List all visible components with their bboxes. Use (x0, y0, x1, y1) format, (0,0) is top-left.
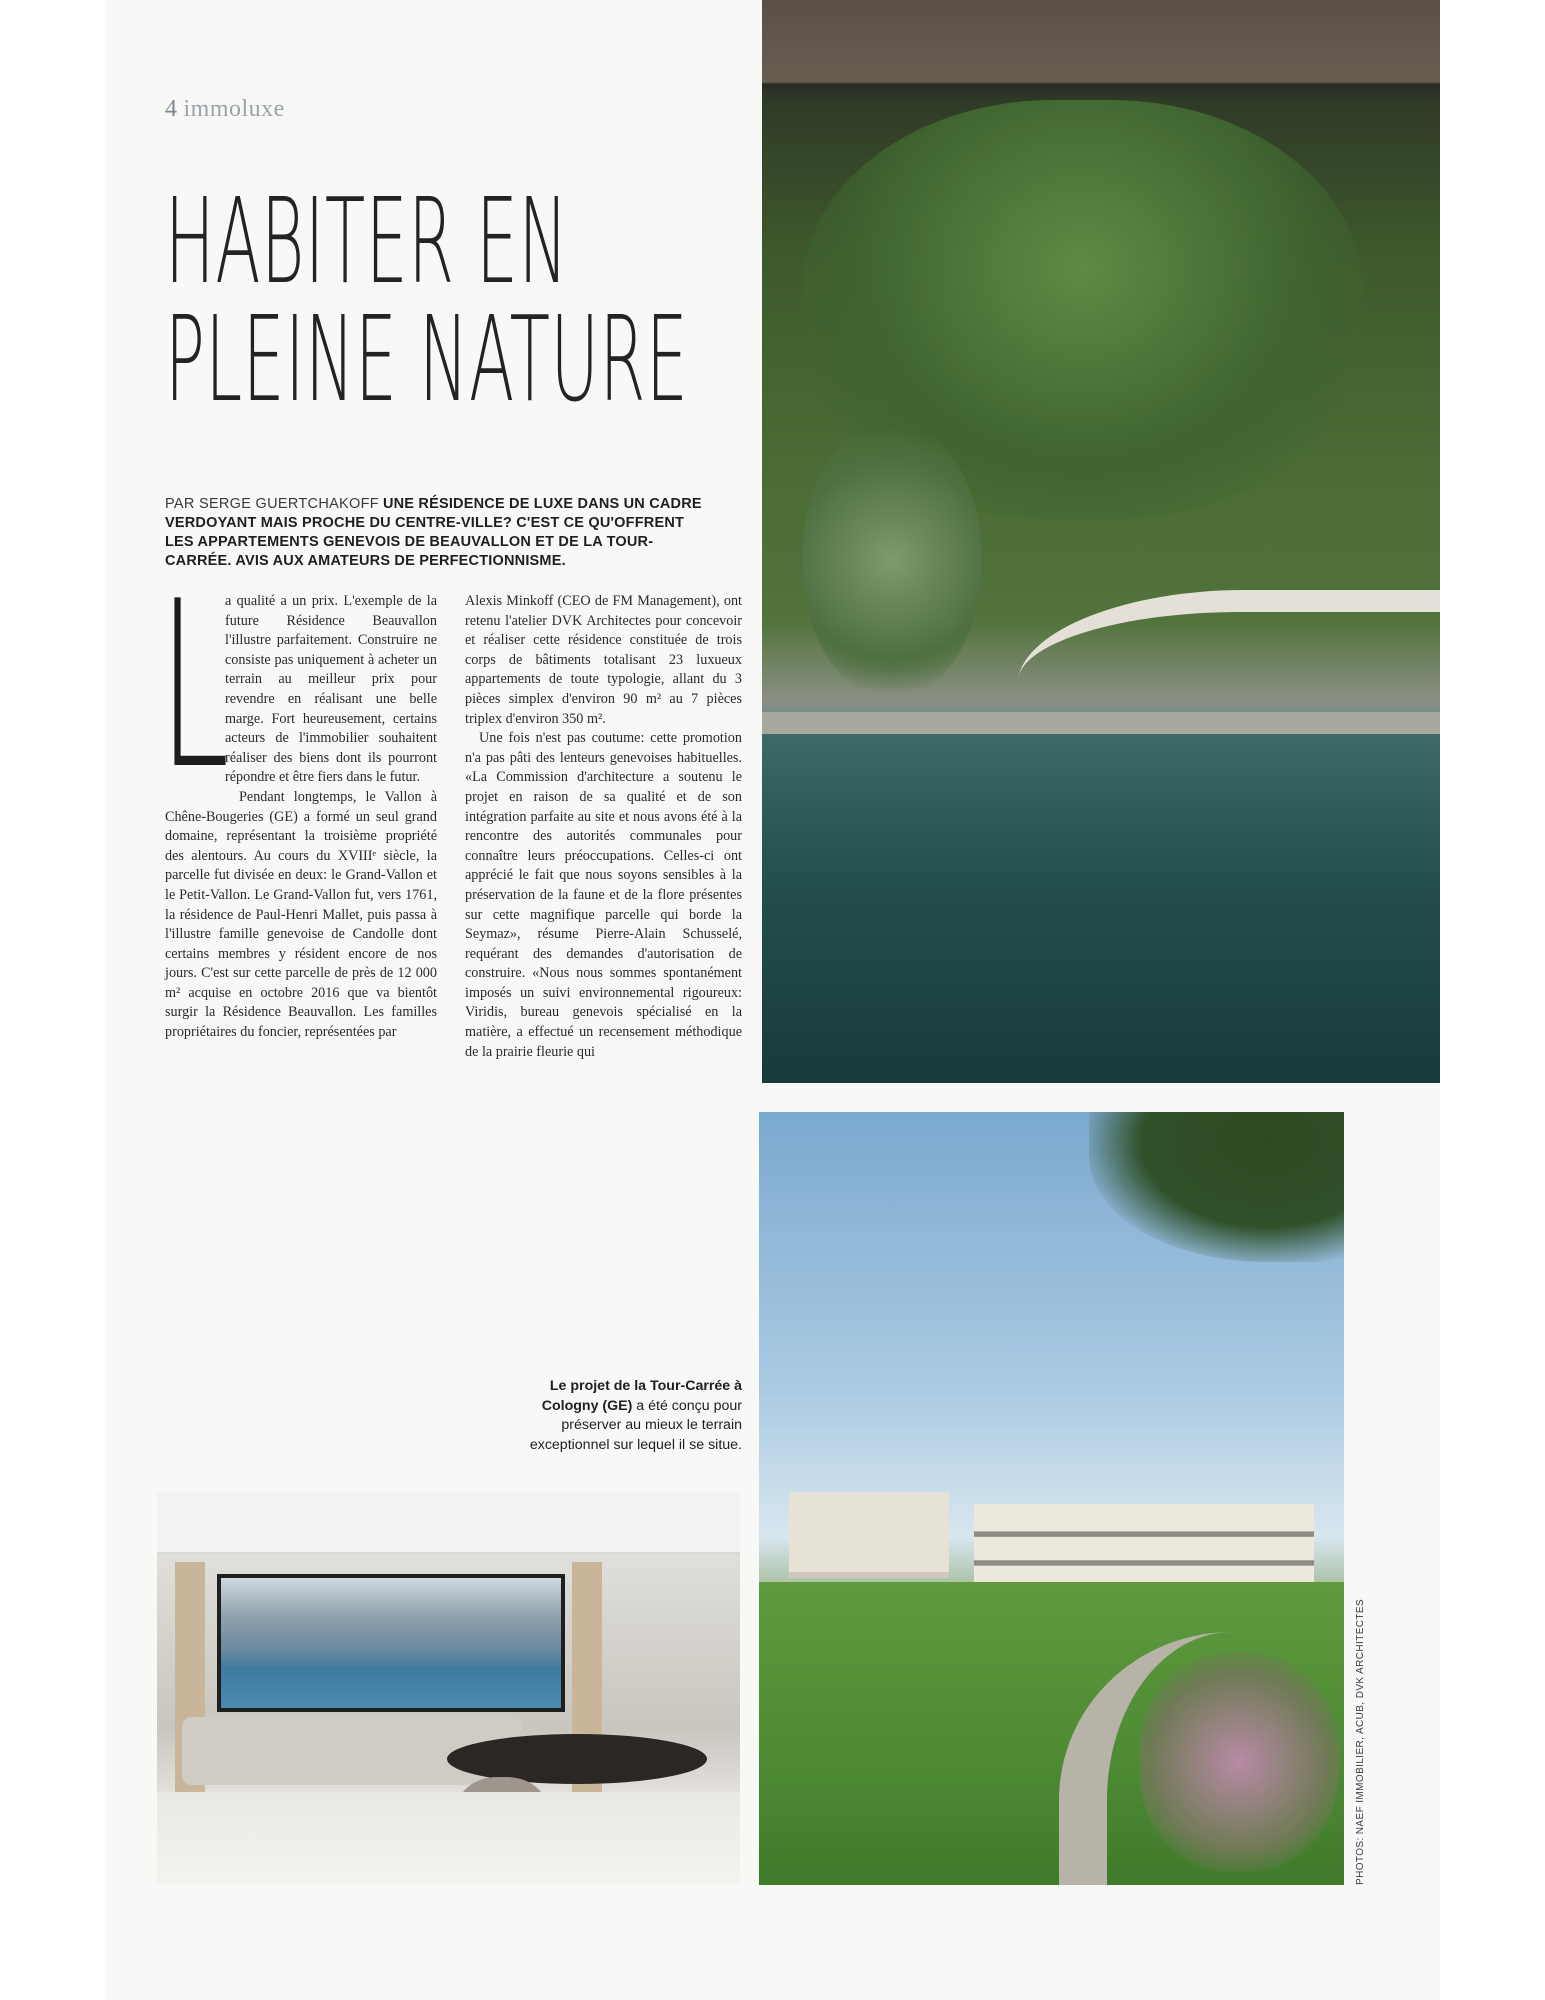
window-view (217, 1574, 565, 1712)
paragraph: Une fois n'est pas coutume: cette promotion n'a pas pâti des lenteurs genevoises habituelles. «La Commission d'architecture a soutenu le projet en raison de sa qualité et de son intégration parfaite au site et nous avons été à la rencontre des autorités communales pour connaître leurs préoccupations. Celles-ci ont apprécié le fait que nous soyons sensibles à la préservation de la faune et de la flore présentes sur cette magnifique parcelle qui borde la Seymaz», résume Pierre-Alain Schusselé, requérant des demandes d'autorisation de construire. «Nous nous sommes spontanément imposés un suivi environnemental rigoureux: Viridis, bureau genevois spécialisé en la matière, a effectué un recensement méthodique de la prairie fleurie qui (465, 730, 742, 1060)
pool-water (762, 734, 1440, 1083)
section-name: immoluxe (183, 96, 285, 122)
article-lede (165, 495, 705, 571)
byline: PAR SERGE GUERTCHAKOFF (165, 496, 379, 512)
floor (157, 1792, 740, 1885)
tree-branches (1089, 1112, 1344, 1262)
flower-bush (802, 420, 982, 700)
flowering-shrubs (1139, 1652, 1339, 1872)
ceiling (157, 1492, 740, 1554)
article-title (165, 172, 689, 428)
pool-edge (762, 712, 1440, 734)
caption-bold: Le projet de la Tour-Carrée à Cologny (GE) (541, 1378, 742, 1414)
paragraph: a qualité a un prix. L'exemple de la future Résidence Beauvallon l'illustre parfaitement. Construire ne consiste pas uniquement à acheter un terrain au meilleur prix pour revendre en réalisant une belle marge. Fort heureusement, certains acteurs de l'immobilier souhaitent réaliser des biens dont ils pourront répondre et être fiers dans le futur. (225, 593, 437, 786)
lounge-chair (1010, 590, 1440, 722)
photo-caption (520, 1377, 742, 1455)
page-header (165, 96, 285, 123)
living-room-render (157, 1492, 740, 1885)
garden-render (759, 1112, 1344, 1885)
drop-cap: L (159, 553, 230, 820)
dining-table (447, 1734, 707, 1784)
paragraph: Alexis Minkoff (CEO de FM Management), ont retenu l'atelier DVK Architectes pour concevoir et réaliser cette résidence constituée de trois corps de bâtiments totalisant 23 luxueux appartements de toute typologie, allant du 3 pièces simplex d'environ 90 m² au 7 pièces triplex d'environ 350 m². (465, 593, 742, 727)
paragraph: Pendant longtemps, le Vallon à Chêne-Bougeries (GE) a formé un seul grand domaine, représentant la troisième propriété des alentours. Au cours du XVIIIᵉ siècle, la parcelle fut divisée en deux: le Grand-Vallon et le Petit-Vallon. Le Grand-Vallon fut, vers 1761, la résidence de Paul-Henri Mallet, puis passa à l'illustre famille genevoise de Candolle dont certains membres y résident encore de nos jours. C'est sur cette parcelle de près de 12 000 m² acquise en octobre 2016 que va bientôt surgir la Résidence Beauvallon. Les familles propriétaires du foncier, représentées par (165, 788, 437, 1041)
title-line-1: HABITER EN (165, 172, 569, 310)
article-column-2 (465, 592, 742, 1062)
page-number: 4 (165, 96, 178, 122)
building-right (974, 1504, 1314, 1594)
pool-photo (762, 0, 1440, 1083)
title-line-2: PLEINE NATURE (165, 290, 689, 428)
caption-text: a été conçu pour préserver au mieux le terrain exceptionnel sur lequel il se situe. (529, 1397, 742, 1453)
lede-intro: UNE RÉSIDENCE DE LUXE DANS UN CADRE VERDOYANT MAIS PROCHE DU CENTRE-VILLE? C'EST CE QU'OFFRENT LES APPARTEMENTS GENEVOIS DE BEAUVALLON ET DE LA TOUR-CARRÉE. AVIS AUX AMATEURS DE PERFECTIONNISME. (165, 496, 702, 569)
building-left (789, 1492, 949, 1578)
photo-credit: PHOTOS: NAEF IMMOBILIER, ACUB, DVK ARCHITECTES (1355, 1598, 1366, 1885)
article-column-1 (159, 553, 437, 1043)
